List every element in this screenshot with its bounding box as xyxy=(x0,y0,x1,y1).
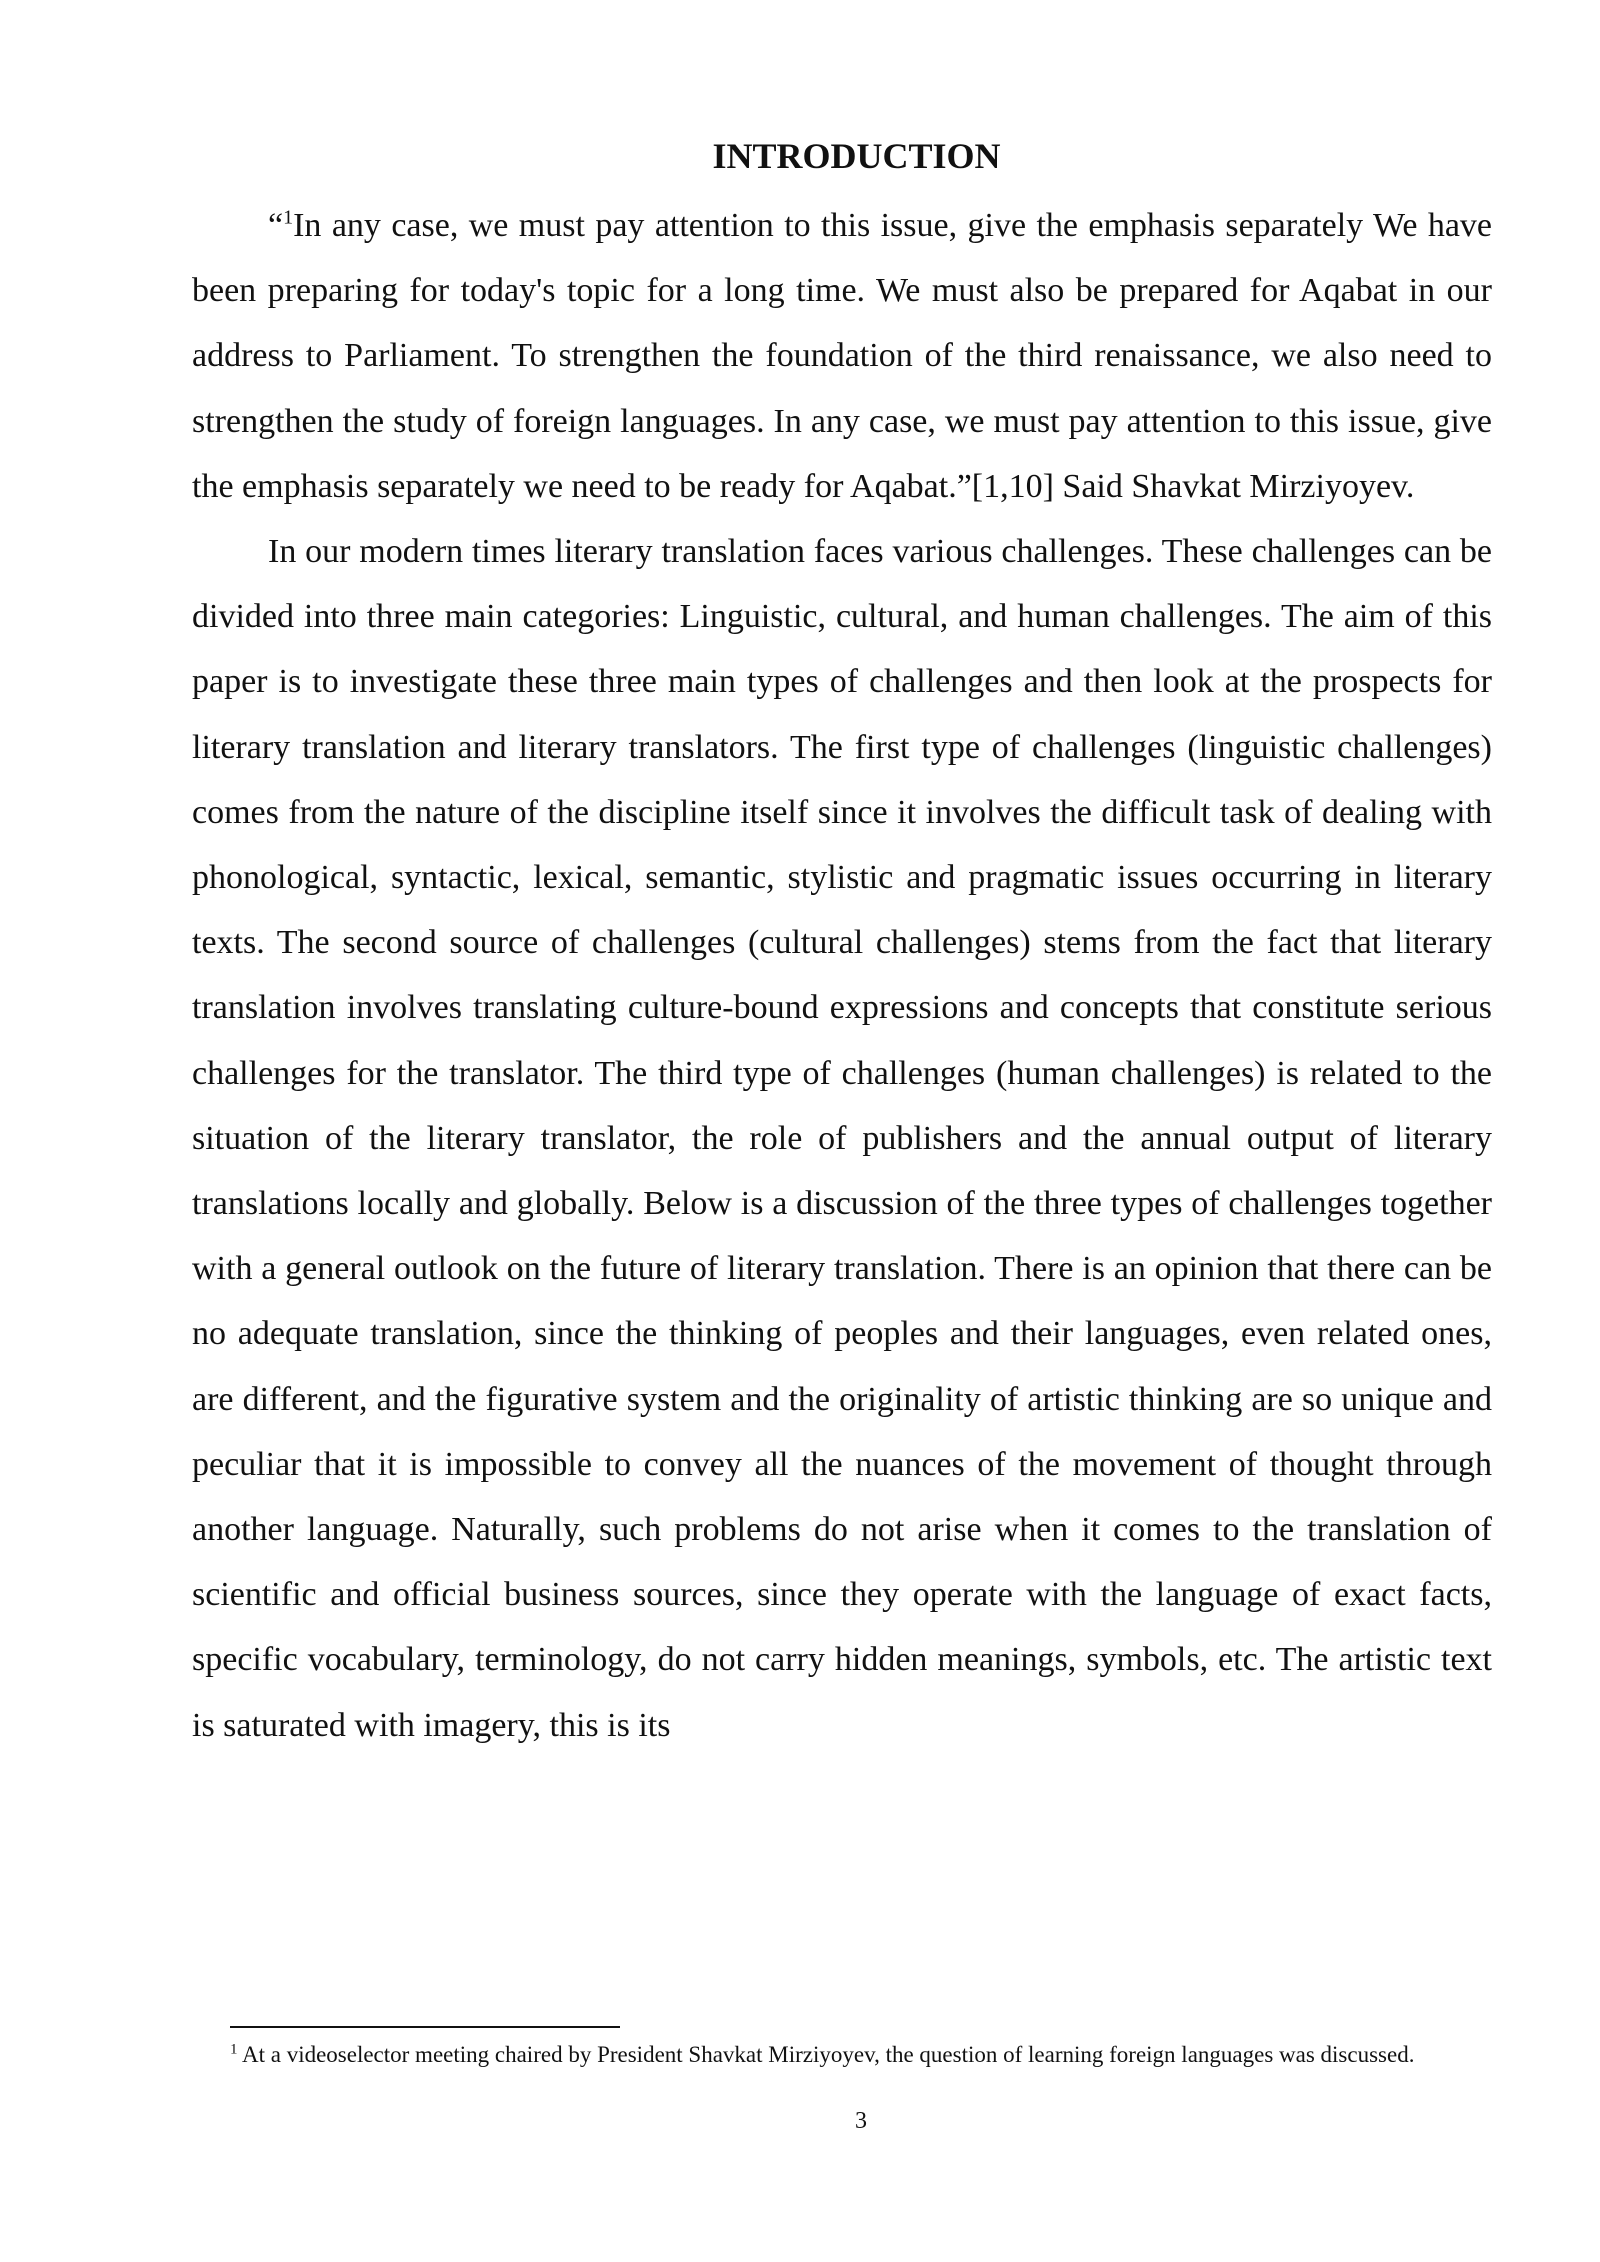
footnote-marker: 1 xyxy=(230,2041,238,2058)
body-paragraph-text: In our modern times literary translation faces various challenges. These challenges can be divided into three main categories: Linguistic, cultural, and human challenges. The aim of this paper is to investigate these three main types of challenges and then look at the prospects for literary translation and literary translators. The first type of challenges (linguistic challenges) comes from the nature of the discipline itself since it involves the difficult task of dealing with phonological, syntactic, lexical, semantic, stylistic and pragmatic issues occurring in literary texts. The second source of challenges (cultural challenges) stems from the fact that literary translation involves translating culture-bound expressions and concepts that constitute serious challenges for the translator. The third type of challenges (human challenges) is related to the situation of the literary translator, the role of publishers and the annual output of literary translations locally and globally. Below is a discussion of the three types of challenges together with a general outlook on the future of literary translation. There is an opinion that there can be no adequate translation, since the thinking of peoples and their languages, even related ones, are different, and the figurative system and the originality of artistic thinking are so unique and peculiar that it is impossible to convey all the nuances of the movement of thought through another language. Naturally, such problems do not arise when it comes to the translation of scientific and official business sources, since they operate with the language of exact facts, specific vocabulary, terminology, do not carry hidden meanings, symbols, etc. The artistic text is saturated with imagery, this is its xyxy=(192,533,1492,1744)
footnote-separator xyxy=(230,2026,620,2028)
footnote xyxy=(230,2038,1480,2072)
footnote-reference[interactable]: 1 xyxy=(283,206,294,229)
body-text xyxy=(192,193,1492,1758)
body-paragraph xyxy=(192,519,1492,1758)
opening-quote-mark: “ xyxy=(268,207,284,244)
quote-paragraph xyxy=(192,193,1492,519)
quote-paragraph-text: In any case, we must pay attention to this issue, give the emphasis separately We have been preparing for today's topic for a long time. We must also be prepared for Aqabat in our address to Parliament. To strengthen the foundation of the third renaissance, we also need to strengthen the study of foreign languages. In any case, we must pay attention to this issue, give the emphasis separately we need to be ready for Aqabat.”[1,10] Said Shavkat Mirziyoyev. xyxy=(192,207,1492,505)
section-heading: INTRODUCTION xyxy=(712,136,1001,176)
page-number: 3 xyxy=(855,2108,867,2134)
footnote-text: At a videoselector meeting chaired by President Shavkat Mirziyoyev, the question of learning foreign languages was discussed. xyxy=(237,2042,1415,2067)
